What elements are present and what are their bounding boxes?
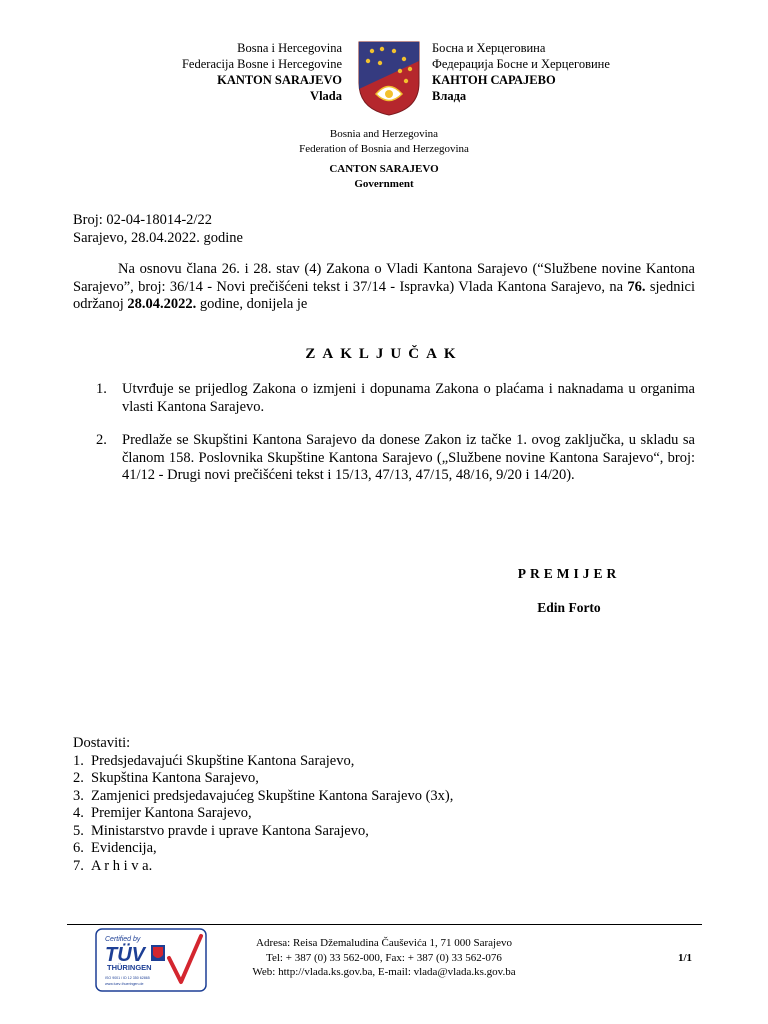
svg-text:ISO 9001 / ID 12 350 62865: ISO 9001 / ID 12 350 62865	[105, 976, 150, 980]
signature-name: Edin Forto	[537, 600, 601, 615]
header-english-federation: Federation of Bosnia and Herzegovina	[299, 143, 469, 155]
header-english-government: Government	[354, 178, 414, 190]
header-right-government: Влада	[432, 89, 467, 103]
conclusion-item-text: Predlaže se Skupštini Kantona Sarajevo da donese Zakon iz tačke 1. ovog zaključka, u skladu sa članom 158. Poslovnika Skupštine Kantona Sarajevo („Službene novine Kantona Sarajevo“, broj: 41/12 - Drugi novi prečišćeni tekst i 15/13, 47/13, 47/15, 48/16, 9/20 i 14/20).	[122, 432, 695, 483]
list-item: 4. Premijer Kantona Sarajevo,	[73, 805, 252, 821]
svg-text:THÜRINGEN: THÜRINGEN	[107, 963, 152, 972]
distribution-label: Dostaviti:	[73, 735, 131, 751]
conclusion-item-text: Utvrđuje se prijedlog Zakona o izmjeni i dopunama Zakona o plaćama i naknadama u organima vlasti Kantona Sarajevo.	[122, 381, 695, 415]
header-english-country: Bosnia and Herzegovina	[329, 128, 439, 140]
conclusion-item-number: 2.	[96, 432, 107, 448]
footer-divider	[67, 924, 702, 925]
svg-text:TÜV: TÜV	[105, 944, 145, 966]
header-right-country: Босна и Херцеговина	[432, 41, 546, 55]
intro-paragraph	[73, 261, 695, 314]
footer-web: Web: http://vlada.ks.gov.ba, E-mail: vlada@vlada.ks.gov.ba	[252, 966, 516, 978]
canton-coat-of-arms-icon	[354, 39, 424, 117]
session-number: 76.	[627, 278, 646, 295]
header-english-canton: CANTON SARAJEVO	[329, 163, 439, 175]
conclusion-item	[96, 381, 695, 416]
header-left-federation: Federacija Bosne i Hercegovine	[181, 57, 342, 71]
header-left-canton: KANTON SARAJEVO	[217, 73, 342, 87]
document-title: ZAKLJUČAK	[305, 346, 463, 362]
intro-text-1: Na osnovu člana 26. i 28. stav (4) Zakona o Vladi Kantona Sarajevo (“Službene novine Kantona Sarajevo”, broj: 36/14 - Novi prečišćeni tekst i 37/14 - Ispravka) Vlada Kantona Sarajevo, na	[73, 261, 695, 295]
list-item: 5. Ministarstvo pravde i uprave Kantona Sarajevo,	[73, 822, 369, 839]
signature-role: PREMIJER	[517, 566, 621, 581]
intro-text-2: sjednici održanoj	[73, 278, 695, 312]
svg-text:Certified by: Certified by	[105, 936, 141, 943]
document-reference	[73, 212, 243, 247]
document-date: Sarajevo, 28.04.2022. godine	[73, 229, 243, 246]
header-right	[432, 40, 732, 104]
list-item: 1. Predsjedavajući Skupštine Kantona Sarajevo,	[73, 752, 355, 769]
header-left-government: Vlada	[310, 89, 342, 103]
page-number: 1/1	[678, 952, 693, 964]
conclusion-item	[96, 432, 695, 485]
header-left	[42, 40, 342, 104]
list-item: 3. Zamjenici predsjedavajućeg Skupštine Kantona Sarajevo (3x),	[73, 787, 454, 804]
footer-address: Adresa: Reisa Džemaludina Čauševića 1, 71 000 Sarajevo	[256, 937, 512, 949]
intro-text-3: godine, donijela je	[196, 296, 308, 312]
session-date: 28.04.2022.	[127, 296, 197, 312]
list-item: 6. Evidencija,	[73, 840, 157, 856]
header-left-country: Bosna i Hercegovina	[237, 41, 342, 55]
header-right-federation: Федерација Босне и Херцеговине	[432, 57, 610, 71]
footer-contact	[0, 936, 768, 980]
conclusion-item-number: 1.	[96, 381, 107, 397]
document-number: Broj: 02-04-18014-2/22	[73, 212, 212, 228]
header-right-canton: КАНТОН САРАЈЕВО	[432, 73, 556, 87]
list-item: 2. Skupština Kantona Sarajevo,	[73, 770, 259, 786]
distribution-list	[73, 735, 453, 875]
footer-phone: Tel: + 387 (0) 33 562-000, Fax: + 387 (0) 33 562-076	[266, 951, 502, 964]
list-item: 7. A r h i v a.	[73, 857, 153, 874]
svg-text:www.tuev-thueringen.de: www.tuev-thueringen.de	[105, 982, 144, 986]
header-english	[0, 127, 768, 157]
